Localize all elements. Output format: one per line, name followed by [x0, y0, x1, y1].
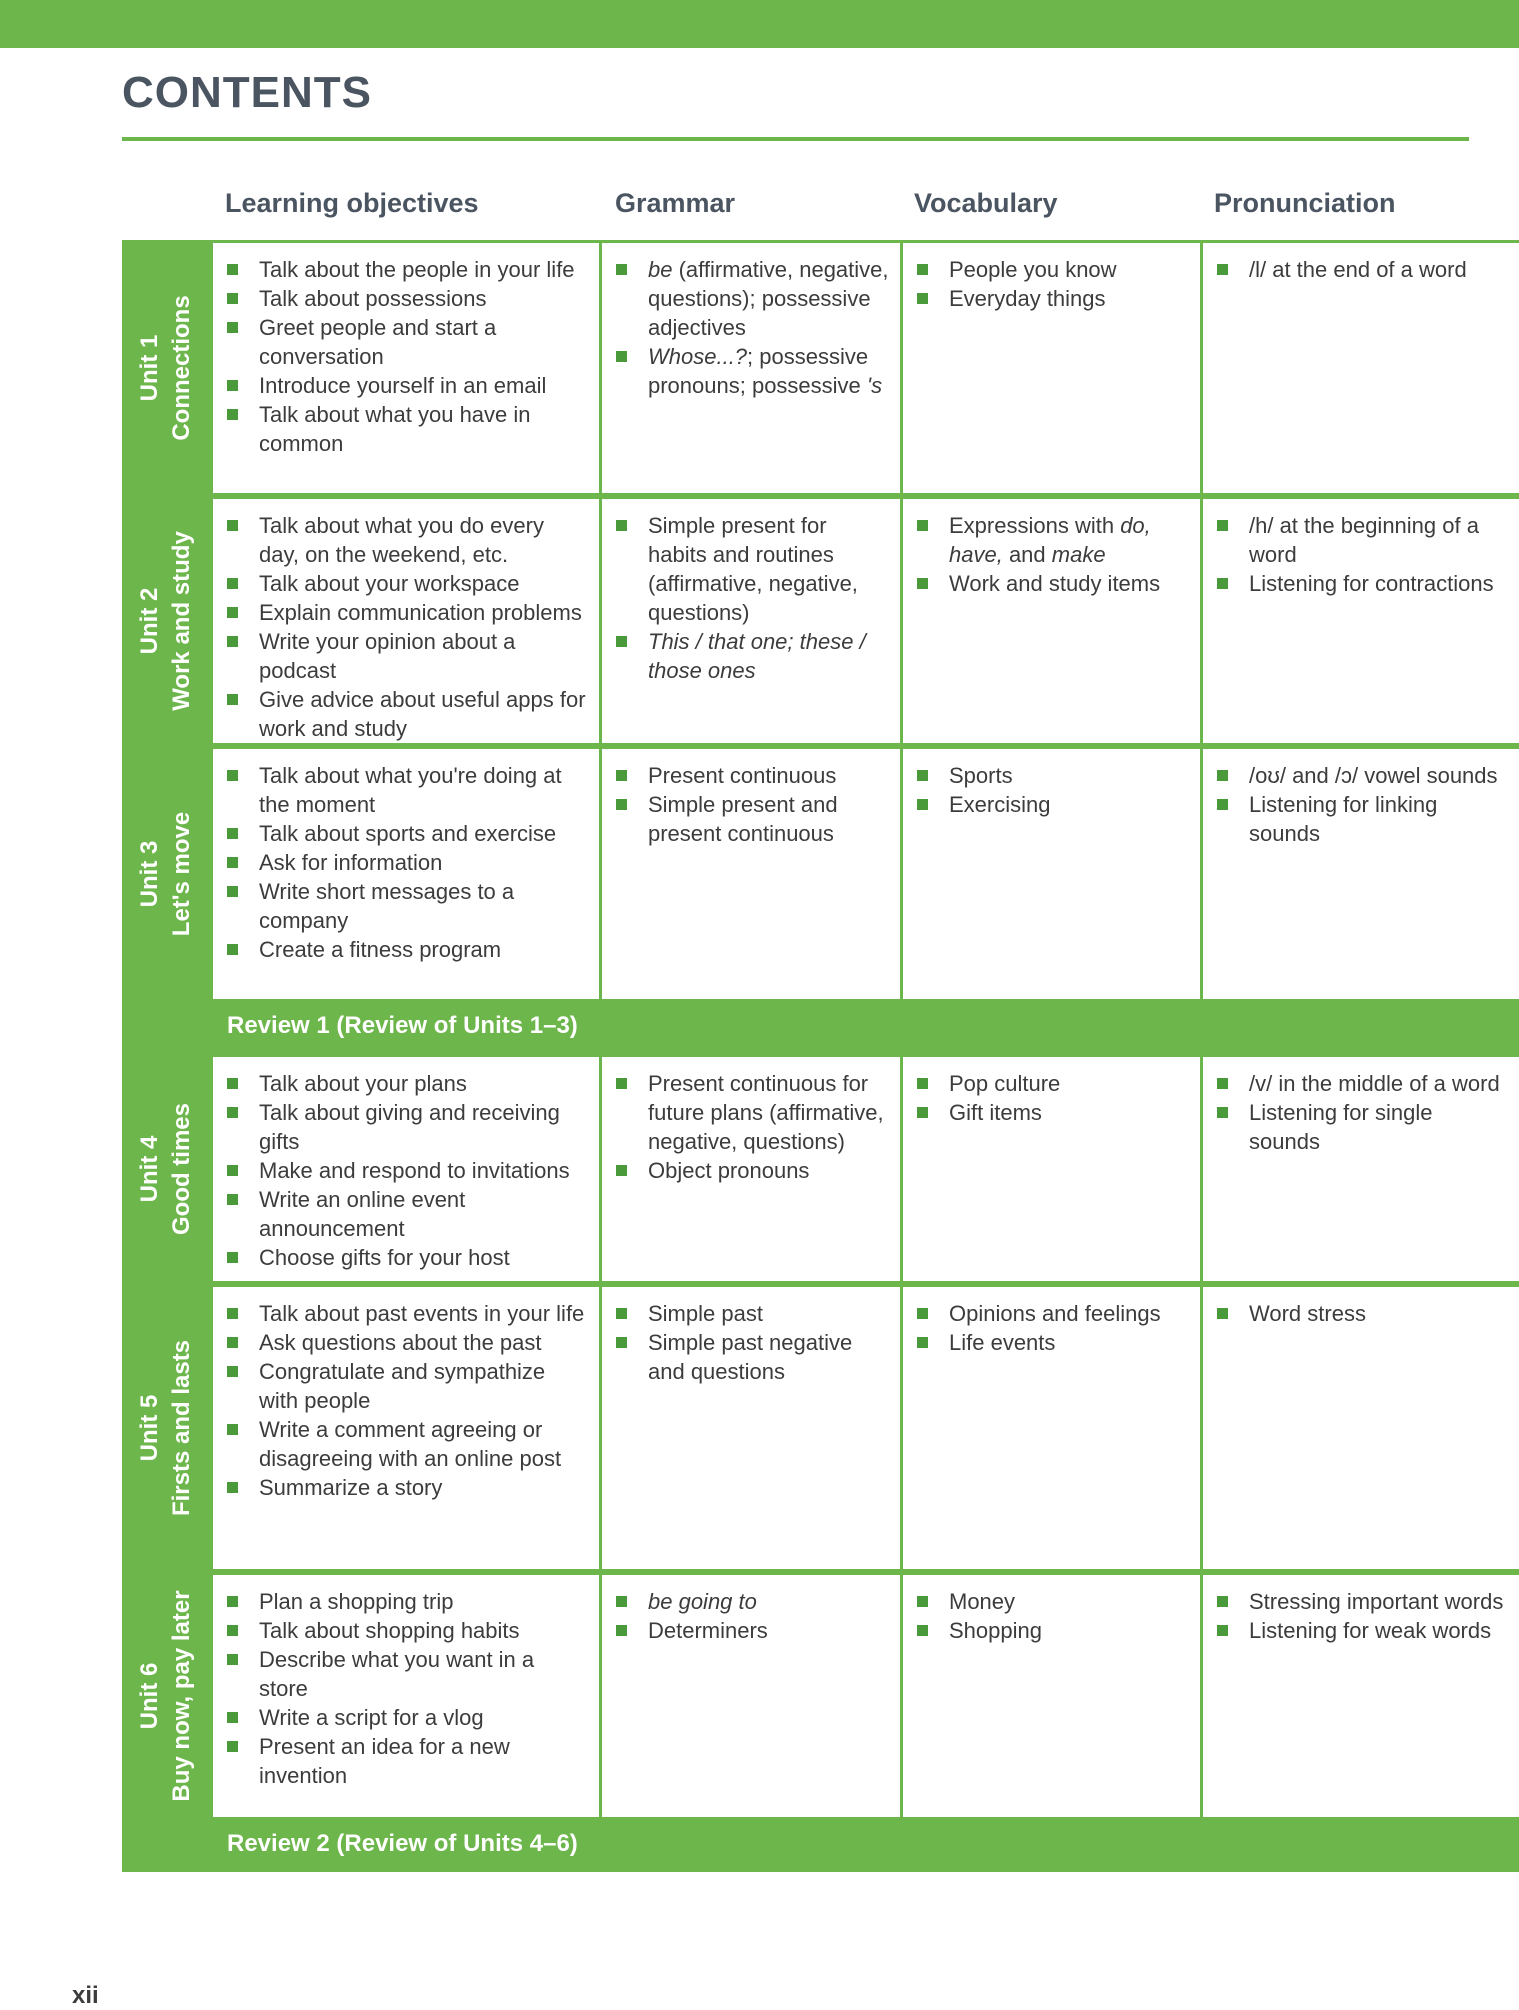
- objectives-text: Present an idea for a new invention: [259, 1734, 510, 1788]
- objectives-text: Create a fitness program: [259, 937, 502, 962]
- pronunciation-list: [1215, 255, 1509, 284]
- bullet-icon: [227, 1712, 238, 1723]
- objectives-item: [225, 1156, 589, 1185]
- vocabulary-text: Sports: [949, 763, 1013, 788]
- objectives-cell: [213, 1287, 599, 1569]
- objectives-text: Ask questions about the past: [259, 1330, 542, 1355]
- objectives-item: [225, 1415, 589, 1473]
- bullet-icon: [917, 1107, 928, 1118]
- grammar-text: This / that one; these / those ones: [648, 629, 866, 683]
- objectives-cell: [213, 243, 599, 493]
- bullet-icon: [227, 1165, 238, 1176]
- vocabulary-item: [915, 1069, 1190, 1098]
- bullet-icon: [227, 857, 238, 868]
- vocabulary-text: and: [1002, 542, 1052, 567]
- unit-name: Let's move: [168, 811, 195, 937]
- grammar-text: Determiners: [648, 1618, 768, 1643]
- objectives-text: Choose gifts for your host: [259, 1245, 510, 1270]
- bullet-icon: [917, 1078, 928, 1089]
- pronunciation-text: /l/ at the end of a word: [1249, 257, 1467, 282]
- objectives-text: Explain communication problems: [259, 600, 582, 625]
- unit-name: Firsts and lasts: [168, 1339, 195, 1517]
- bullet-icon: [227, 1078, 238, 1089]
- grammar-text: Simple present for habits and routines (affirmative, negative, questions): [648, 513, 858, 625]
- unit-label-text: [134, 1590, 198, 1801]
- bullet-icon: [227, 636, 238, 647]
- pronunciation-item: [1215, 255, 1509, 284]
- grammar-text: Present continuous: [648, 763, 837, 788]
- vocabulary-cell: [903, 499, 1200, 743]
- unit-name: Good times: [168, 1102, 195, 1236]
- objectives-cell: [213, 749, 599, 999]
- grammar-item: [614, 1299, 890, 1328]
- vocabulary-text: Everyday things: [949, 286, 1106, 311]
- bullet-icon: [616, 1165, 627, 1176]
- vocabulary-list: [915, 255, 1190, 313]
- bullet-icon: [227, 1366, 238, 1377]
- pronunciation-text: Word stress: [1249, 1301, 1366, 1326]
- vocabulary-text: Exercising: [949, 792, 1051, 817]
- bullet-icon: [1217, 1596, 1228, 1607]
- grammar-item: [614, 342, 890, 400]
- unit-number: Unit 2: [136, 587, 163, 655]
- header-grammar: Grammar: [615, 188, 736, 218]
- bullet-icon: [917, 1337, 928, 1348]
- pronunciation-list: [1215, 511, 1509, 598]
- objectives-item: [225, 1299, 589, 1328]
- objectives-cell: [213, 1057, 599, 1281]
- grammar-text: Simple past: [648, 1301, 763, 1326]
- objectives-item: [225, 255, 589, 284]
- pronunciation-cell: [1203, 243, 1519, 493]
- vocabulary-item: [915, 761, 1190, 790]
- objectives-text: Write a script for a vlog: [259, 1705, 484, 1730]
- grammar-text: (affirmative, negative, questions); possessive adjectives: [648, 257, 889, 340]
- grammar-list: [614, 761, 890, 848]
- bullet-icon: [1217, 1625, 1228, 1636]
- bullet-icon: [227, 520, 238, 531]
- objectives-item: [225, 511, 589, 569]
- bullet-icon: [227, 1654, 238, 1665]
- objectives-text: Talk about the people in your life: [259, 257, 575, 282]
- objectives-item: [225, 1645, 589, 1703]
- objectives-item: [225, 1616, 589, 1645]
- objectives-item: [225, 1069, 589, 1098]
- bullet-icon: [227, 694, 238, 705]
- pronunciation-item: [1215, 1069, 1509, 1098]
- bullet-icon: [917, 578, 928, 589]
- bullet-icon: [616, 351, 627, 362]
- objectives-item: [225, 1587, 589, 1616]
- pronunciation-text: /h/ at the beginning of a word: [1249, 513, 1479, 567]
- unit-label-text: [134, 1103, 198, 1235]
- vocabulary-text: Gift items: [949, 1100, 1042, 1125]
- grammar-text: ; possessive pronouns; possessive: [648, 344, 869, 398]
- objectives-item: [225, 400, 589, 458]
- vocabulary-text: make: [1051, 542, 1106, 567]
- pronunciation-text: /oʊ/ and /ɔ/ vowel sounds: [1249, 763, 1498, 788]
- unit-label: [122, 496, 210, 746]
- grammar-text: be going to: [648, 1589, 757, 1614]
- objectives-item: [225, 877, 589, 935]
- bullet-icon: [227, 1741, 238, 1752]
- bullet-icon: [227, 1482, 238, 1493]
- pronunciation-item: [1215, 511, 1509, 569]
- objectives-text: Plan a shopping trip: [259, 1589, 454, 1614]
- vocabulary-item: [915, 1328, 1190, 1357]
- grammar-list: [614, 1069, 890, 1185]
- vocabulary-item: [915, 255, 1190, 284]
- page-title: CONTENTS: [122, 68, 372, 117]
- bullet-icon: [616, 1308, 627, 1319]
- vocabulary-item: [915, 511, 1190, 569]
- bullet-icon: [227, 322, 238, 333]
- objectives-text: Give advice about useful apps for work and study: [259, 687, 586, 741]
- grammar-list: [614, 1587, 890, 1645]
- page-number: xii: [72, 1982, 99, 2009]
- bullet-icon: [616, 520, 627, 531]
- header-pronunciation: Pronunciation: [1214, 188, 1396, 218]
- bullet-icon: [616, 264, 627, 275]
- objectives-item: [225, 685, 589, 743]
- vocabulary-item: [915, 1616, 1190, 1645]
- grammar-item: [614, 1069, 890, 1156]
- pronunciation-item: [1215, 1616, 1509, 1645]
- objectives-text: Talk about what you do every day, on the weekend, etc.: [259, 513, 544, 567]
- bullet-icon: [227, 293, 238, 304]
- vocabulary-list: [915, 761, 1190, 819]
- pronunciation-item: [1215, 1587, 1509, 1616]
- header-learning-objectives: Learning objectives: [225, 188, 479, 218]
- pronunciation-cell: [1203, 1287, 1519, 1569]
- grammar-item: [614, 511, 890, 627]
- objectives-cell: [213, 499, 599, 743]
- vocabulary-item: [915, 1098, 1190, 1127]
- objectives-list: [225, 1299, 589, 1502]
- pronunciation-cell: [1203, 749, 1519, 999]
- grammar-text: Simple past negative and questions: [648, 1330, 853, 1384]
- grammar-item: [614, 1156, 890, 1185]
- bullet-icon: [616, 1625, 627, 1636]
- objectives-list: [225, 1069, 589, 1272]
- grammar-cell: [602, 499, 900, 743]
- grammar-cell: [602, 243, 900, 493]
- grammar-list: [614, 511, 890, 685]
- vocabulary-item: [915, 1587, 1190, 1616]
- vocabulary-text: Opinions and feelings: [949, 1301, 1161, 1326]
- grammar-text: Present continuous for future plans (affirmative, negative, questions): [648, 1071, 884, 1154]
- objectives-item: [225, 1328, 589, 1357]
- bullet-icon: [917, 1625, 928, 1636]
- unit-name: Buy now, pay later: [168, 1590, 195, 1802]
- objectives-item: [225, 1243, 589, 1272]
- pronunciation-item: [1215, 569, 1509, 598]
- bullet-icon: [1217, 770, 1228, 781]
- objectives-list: [225, 511, 589, 743]
- objectives-text: Describe what you want in a store: [259, 1647, 535, 1701]
- review-banner: [122, 1002, 1519, 1054]
- pronunciation-item: [1215, 1098, 1509, 1156]
- unit-row: [122, 1284, 1519, 1572]
- vocabulary-cell: [903, 749, 1200, 999]
- bullet-icon: [917, 799, 928, 810]
- vocabulary-list: [915, 1299, 1190, 1357]
- pronunciation-item: [1215, 790, 1509, 848]
- bullet-icon: [227, 1337, 238, 1348]
- grammar-item: [614, 627, 890, 685]
- contents-table: [122, 240, 1519, 1872]
- bullet-icon: [917, 520, 928, 531]
- unit-label: [122, 240, 210, 496]
- objectives-item: [225, 1703, 589, 1732]
- bullet-icon: [616, 1078, 627, 1089]
- bullet-icon: [917, 293, 928, 304]
- vocabulary-text: Shopping: [949, 1618, 1042, 1643]
- objectives-item: [225, 819, 589, 848]
- unit-label: [122, 746, 210, 1002]
- unit-label: [122, 1054, 210, 1284]
- grammar-text: Whose...?: [648, 344, 748, 369]
- objectives-text: Congratulate and sympathize with people: [259, 1359, 546, 1413]
- pronunciation-text: Listening for single sounds: [1249, 1100, 1433, 1154]
- bullet-icon: [227, 578, 238, 589]
- bullet-icon: [1217, 1078, 1228, 1089]
- objectives-text: Write short messages to a company: [259, 879, 515, 933]
- objectives-text: Talk about shopping habits: [259, 1618, 520, 1643]
- pronunciation-text: Listening for contractions: [1249, 571, 1494, 596]
- vocabulary-cell: [903, 243, 1200, 493]
- bullet-icon: [1217, 1107, 1228, 1118]
- unit-row: [122, 746, 1519, 1002]
- bullet-icon: [917, 264, 928, 275]
- unit-number: Unit 5: [136, 1394, 163, 1462]
- bullet-icon: [917, 1308, 928, 1319]
- pronunciation-list: [1215, 1299, 1509, 1328]
- bullet-icon: [616, 770, 627, 781]
- grammar-cell: [602, 749, 900, 999]
- bullet-icon: [917, 1596, 928, 1607]
- grammar-cell: [602, 1575, 900, 1817]
- grammar-item: [614, 790, 890, 848]
- bullet-icon: [1217, 1308, 1228, 1319]
- unit-row: [122, 1054, 1519, 1284]
- review-title: Review 1 (Review of Units 1–3): [227, 1012, 578, 1039]
- vocabulary-text: People you know: [949, 257, 1117, 282]
- bullet-icon: [227, 1596, 238, 1607]
- vocabulary-list: [915, 1069, 1190, 1127]
- unit-number: Unit 1: [136, 334, 163, 402]
- top-color-bar: [0, 0, 1519, 48]
- bullet-icon: [1217, 264, 1228, 275]
- grammar-item: [614, 255, 890, 342]
- bullet-icon: [917, 770, 928, 781]
- pronunciation-cell: [1203, 499, 1519, 743]
- vocabulary-list: [915, 511, 1190, 598]
- unit-label: [122, 1572, 210, 1820]
- objectives-text: Write an online event announcement: [259, 1187, 466, 1241]
- vocabulary-text: Work and study items: [949, 571, 1161, 596]
- pronunciation-cell: [1203, 1057, 1519, 1281]
- objectives-text: Talk about sports and exercise: [259, 821, 557, 846]
- unit-label-text: [134, 531, 198, 711]
- bullet-icon: [227, 1424, 238, 1435]
- review-banner: [122, 1820, 1519, 1872]
- pronunciation-cell: [1203, 1575, 1519, 1817]
- bullet-icon: [227, 409, 238, 420]
- vocabulary-text: do, have,: [949, 513, 1151, 567]
- bullet-icon: [227, 380, 238, 391]
- unit-label-text: [134, 812, 198, 936]
- objectives-cell: [213, 1575, 599, 1817]
- title-rule: [122, 137, 1469, 141]
- objectives-text: Summarize a story: [259, 1475, 443, 1500]
- bullet-icon: [227, 1625, 238, 1636]
- bullet-icon: [227, 1194, 238, 1205]
- objectives-text: Talk about your plans: [259, 1071, 467, 1096]
- objectives-text: Make and respond to invitations: [259, 1158, 570, 1183]
- vocabulary-cell: [903, 1575, 1200, 1817]
- objectives-item: [225, 848, 589, 877]
- bullet-icon: [616, 1596, 627, 1607]
- bullet-icon: [227, 607, 238, 618]
- objectives-item: [225, 1185, 589, 1243]
- unit-row: [122, 240, 1519, 496]
- grammar-text: Simple present and present continuous: [648, 792, 838, 846]
- bullet-icon: [1217, 520, 1228, 531]
- grammar-item: [614, 1616, 890, 1645]
- bullet-icon: [1217, 799, 1228, 810]
- objectives-text: Talk about what you have in common: [259, 402, 531, 456]
- unit-row: [122, 496, 1519, 746]
- vocabulary-text: Pop culture: [949, 1071, 1061, 1096]
- grammar-text: Object pronouns: [648, 1158, 810, 1183]
- pronunciation-item: [1215, 761, 1509, 790]
- pronunciation-list: [1215, 1069, 1509, 1156]
- review-title: Review 2 (Review of Units 4–6): [227, 1830, 578, 1857]
- bullet-icon: [616, 799, 627, 810]
- objectives-item: [225, 284, 589, 313]
- unit-label: [122, 1284, 210, 1572]
- objectives-item: [225, 1098, 589, 1156]
- bullet-icon: [227, 828, 238, 839]
- objectives-text: Talk about what you're doing at the moment: [259, 763, 562, 817]
- objectives-text: Talk about possessions: [259, 286, 487, 311]
- header-vocabulary: Vocabulary: [914, 188, 1058, 218]
- vocabulary-item: [915, 569, 1190, 598]
- vocabulary-cell: [903, 1057, 1200, 1281]
- unit-number: Unit 3: [136, 840, 163, 908]
- unit-label-text: [134, 1340, 198, 1516]
- bullet-icon: [227, 1308, 238, 1319]
- objectives-item: [225, 1357, 589, 1415]
- pronunciation-item: [1215, 1299, 1509, 1328]
- unit-number: Unit 4: [136, 1135, 163, 1203]
- pronunciation-list: [1215, 761, 1509, 848]
- grammar-text: 's: [866, 373, 883, 398]
- bullet-icon: [616, 636, 627, 647]
- vocabulary-list: [915, 1587, 1190, 1645]
- grammar-item: [614, 1328, 890, 1386]
- bullet-icon: [227, 1107, 238, 1118]
- vocabulary-item: [915, 284, 1190, 313]
- vocabulary-item: [915, 790, 1190, 819]
- bullet-icon: [616, 1337, 627, 1348]
- grammar-text: be: [648, 257, 673, 282]
- objectives-item: [225, 1473, 589, 1502]
- vocabulary-text: Money: [949, 1589, 1016, 1614]
- grammar-item: [614, 1587, 890, 1616]
- vocabulary-text: Life events: [949, 1330, 1056, 1355]
- objectives-list: [225, 1587, 589, 1790]
- objectives-item: [225, 371, 589, 400]
- vocabulary-item: [915, 1299, 1190, 1328]
- objectives-item: [225, 313, 589, 371]
- unit-name: Work and study: [168, 531, 195, 711]
- bullet-icon: [227, 770, 238, 781]
- bullet-icon: [227, 944, 238, 955]
- bullet-icon: [1217, 578, 1228, 589]
- pronunciation-text: Listening for linking sounds: [1249, 792, 1438, 846]
- objectives-item: [225, 627, 589, 685]
- objectives-text: Ask for information: [259, 850, 443, 875]
- objectives-list: [225, 761, 589, 964]
- objectives-text: Talk about giving and receiving gifts: [259, 1100, 560, 1154]
- grammar-cell: [602, 1287, 900, 1569]
- vocabulary-text: Expressions with: [949, 513, 1121, 538]
- unit-name: Connections: [168, 295, 195, 441]
- objectives-text: Introduce yourself in an email: [259, 373, 547, 398]
- bullet-icon: [227, 264, 238, 275]
- objectives-item: [225, 598, 589, 627]
- vocabulary-cell: [903, 1287, 1200, 1569]
- objectives-item: [225, 1732, 589, 1790]
- pronunciation-list: [1215, 1587, 1509, 1645]
- objectives-text: Talk about your workspace: [259, 571, 520, 596]
- unit-number: Unit 6: [136, 1662, 163, 1730]
- grammar-cell: [602, 1057, 900, 1281]
- objectives-item: [225, 761, 589, 819]
- pronunciation-text: Stressing important words: [1249, 1589, 1504, 1614]
- objectives-item: [225, 569, 589, 598]
- objectives-text: Greet people and start a conversation: [259, 315, 497, 369]
- objectives-item: [225, 935, 589, 964]
- objectives-text: Write your opinion about a podcast: [259, 629, 516, 683]
- unit-label-text: [134, 295, 198, 440]
- objectives-text: Write a comment agreeing or disagreeing with an online post: [259, 1417, 562, 1471]
- objectives-text: Talk about past events in your life: [259, 1301, 585, 1326]
- objectives-list: [225, 255, 589, 458]
- grammar-item: [614, 761, 890, 790]
- grammar-list: [614, 255, 890, 400]
- pronunciation-text: Listening for weak words: [1249, 1618, 1492, 1643]
- pronunciation-text: /v/ in the middle of a word: [1249, 1071, 1500, 1096]
- grammar-list: [614, 1299, 890, 1386]
- bullet-icon: [227, 1252, 238, 1263]
- bullet-icon: [227, 886, 238, 897]
- unit-row: [122, 1572, 1519, 1820]
